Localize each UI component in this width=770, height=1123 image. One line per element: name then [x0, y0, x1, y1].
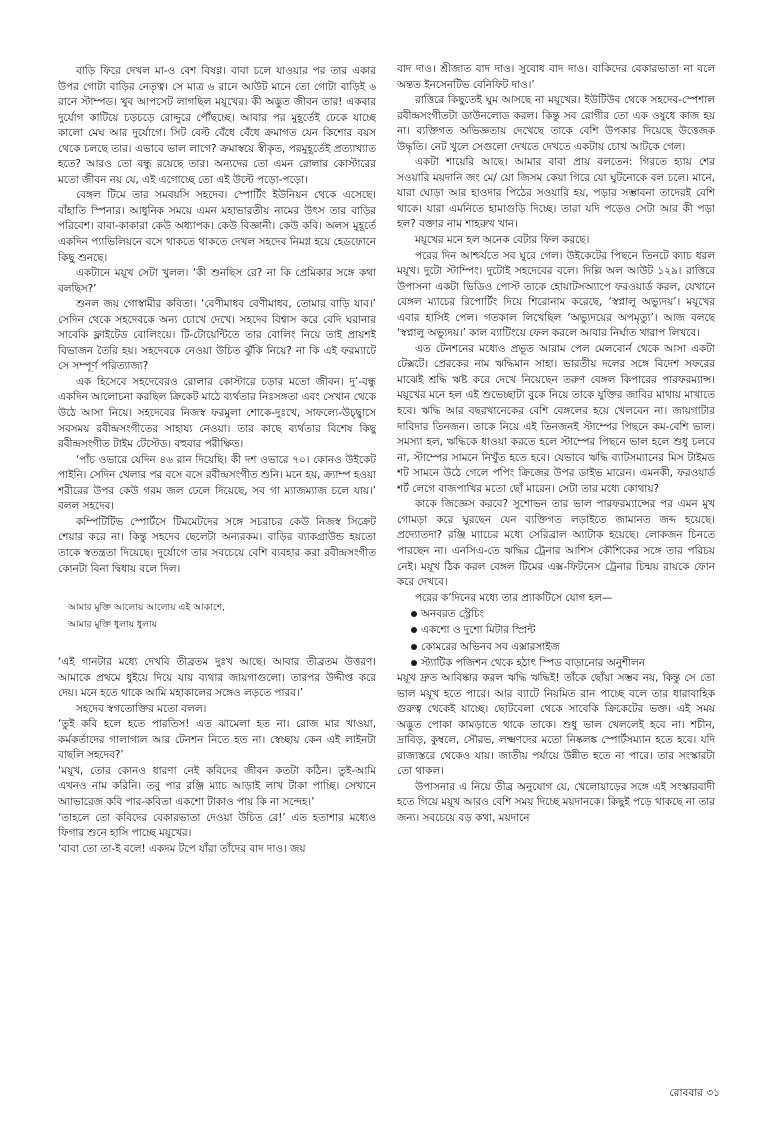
left-paragraphs-top — [58, 64, 376, 577]
bullet-item: কোমরের অভিনব সব এক্সারসাইজ — [411, 639, 715, 655]
poem-excerpt — [68, 599, 376, 633]
body-paragraph: এত টেনশনের মধ্যেও প্রভূত আরাম পেল মেলবোর্ন থেকে আসা একটা টেক্সটে। প্রেরকের নাম ঋদ্ধিমান সাহা। ভারতীয় দলের সঙ্গে বিদেশ সফরের মাঝেই শ্রদ্ধি ঋষ্ট করে দেখে নিয়েছেন তরুণ বেঙ্গল কিপারের পারফরম্যান্স। ময়ূখের মনে হল এই শুভেচ্ছাটা বুকে নিয়ে তাকে যুক্তির জাবির মাথায় মাখাতে হবে। ঋদ্ধি আর বছরখানেকের বেশি বেঙ্গলের হয়ে খেলবেন না। জায়গাটার দাবিদার তিনজন। তাকে নিয়ে এই তিনজনই স্টাম্পের পিছনে কম-বেশি ভাল। সমস্যা হল, ঋদ্ধিকে ধাওয়া করতে হলে স্টাম্পের পিছনে ভাল হলে শুধু চলবে না, স্টাম্পের সামনে নিখুঁত হতে হবে। যেভাবে ঋদ্ধি ব্যাটসম্যানের মিস টাইমড শট সামনে উঠে গেলে পপিং ক্রিজের উপর ডাইভ মারেন। এমনকী, ফরওয়ার্ড শর্ট লেগে বাজপাখির মতো ছোঁ মারেন। সেটা তার মধ্যে কোথায়? — [397, 342, 715, 495]
bullet-item: স্ট্যাটিক পজিশন থেকে হঠাৎ স্পিড বাড়ানোর অনুশীলন — [411, 655, 715, 671]
body-paragraph: ‘এই গানটার মধ্যে দেখবি তীব্রতম দুঃখ আছে। আবার তীব্রতম উত্তরণ। আমাকে প্রথমে ধুইয়ে দিয়ে যায় ব্যথার জায়গাগুলো। তারপর উদ্দীপ্ত করে দেয়। মনে হতে থাকে আমি মহাকালের সঙ্গেও লড়তে পারব।’ — [58, 656, 376, 700]
body-paragraph: শুনল জয় গোস্বামীর কবিতা। ‘বেণীমাধব বেণীমাধব, তোমার বাড়ি যাব।’ সেদিন থেকে সহদেবকে অন্য চোখে দেখে। সহদেব বিশ্বাস করে বেদি ঘরানার সাবেকি ফ্লাইটেড বোলিংয়ে। টি-টোয়েন্টিতে তার বোলিং নিয়ে তাই প্রায়শই বিভাজন তৈরি হয়। সহদেবকে নেওয়া উচিত ঝুঁকি নিয়ে? না কি এই ফরম্যাটে সে সম্পূর্ণ পরিত্যাজ্য? — [58, 298, 376, 373]
left-column — [58, 64, 376, 1074]
body-paragraph: ময়ূখের মনে হল অনেক বেটার ফিল করছে। — [415, 234, 590, 247]
body-paragraph: পরের ক’দিনের মধ্যে তার প্র্যাকটিসে যোগ হল— — [415, 591, 613, 604]
body-paragraph: ‘বাবা তো তা-ই বলে! একদম টপে যাঁরা তাঁদের বাদ দাও। জয় — [58, 842, 306, 855]
body-paragraph: একটানে ময়ূখ সেটা খুলল। ‘কী শুনছিস রে? না কি প্রেমিকার সঙ্গে কথা বলছিস?’ — [58, 267, 376, 295]
poem-line: আমার মুক্তি ধুলায় ধুলায় — [68, 619, 158, 631]
bullet-item: অনবরত স্ট্রেচিং — [411, 606, 715, 622]
body-paragraph: ময়ূখ দ্রুত আবিষ্কার করল ঋদ্ধি ঋদ্ধিই! তাঁকে ছোঁয়া সম্ভব নয়, কিন্তু সে তো ভাল ময়ূখ হতে পারে। আর ব্যাটে নিয়মিত রান পাচ্ছে বলে তার ধারাবাহিক গুরুত্ব থেকেই যাচ্ছে। ছোটবেলা থেকে সাবেকি ক্রিকেটের ভক্ত। এই সময় অদ্ভুত পোকা কামড়াতে থাকে তাকে। শুধু ভাল খেললেই হবে না। শচীন, দ্রাবিড়, কুম্বলে, সৌরভ, লক্ষ্মণদের মতো নিষ্কলঙ্ক স্পোর্টসম্যান হতে হবে। যদি রাজ্যস্তরে থেকেও যায়। জাতীয় পর্যায়ে উন্নীত হতে না পারে। তার সংস্কারটা তো থাকল। — [397, 671, 715, 778]
body-paragraph: কাকে জিজ্ঞেস করবে? সুশোভন তার ভাল পারফরম্যান্সের পর এমন মুখ গোমড়া করে ঘুরছেন যেন ব্যক্তিগত লড়াইতে জামানত জব্দ হয়েছে। প্রদ্যোতদা? রঞ্জি ম্যাচের মধ্যে সেরিব্রাল অ্যাটাক হয়েছে। লোকজন চিনতে পারছেন না। এনসিএ-তে ঋদ্ধির ট্রেনার আশিস কৌশিকের সঙ্গে তার পরিচয় নেই। ময়ূখ ঠিক করল বেঙ্গল টিমের এক্স-ফিটনেস ট্রেনার চিন্ময় রায়কে ফোন করে দেখবে। — [397, 498, 715, 589]
body-paragraph: ‘পাঁচ ওভারে যেদিন ৪৬ রান দিয়েছি। কী দশ ওভারে ৭০। কোনও উইকেট পাইনি। সেদিন খেলার পর বসে বসে রবীন্দ্রসংগীত শুনি। মনে হয়, ক্র্যাম্প হওয়া শরীরের উপর কেউ গরম জল ঢেলে দিয়েছে, সব গা ম্যাজম্যাজ চলে যায়।’ বলল সহদেব। — [58, 453, 376, 513]
body-paragraph: বাড়ি ফিরে দেখল মা-ও বেশ বিষণ্ণ। বাবা চলে যাওয়ার পর তার একার উপর গোটা বাড়ির নেতৃত্ব। সে মাত্র ৬ রানে আউট মানে তো গোটা বাড়িই ৬ রানে স্টাম্পড। খুব আপসেট লাগছিল ময়ূখের। কী অদ্ভুত জীবন তার! একবার দুর্যোগ কাটিয়ে চড়চড়ে রোদ্দুরে পৌঁছচ্ছে। আবার পর মুহূর্তেই ঢেকে যাচ্ছে কালো মেঘ আর দুর্যোগে। সিট বেল্ট বেঁধে বেঁধে ক্রমাগত যেন কিশোর বয়স থেকে চলছে তার। এভাবে ভাল লাগে? ক্রমাস্বয়ে স্বীকৃত, পরমুহূর্তেই প্রত্যাখ্যাত হতে? আরও তো বন্ধু রয়েছে তার। অন্যদের তো এমন রোলার কোস্টারের মতো জীবন নয় যে, এই এগোচ্ছে তো এই উল্টে পড়ো-পড়ো। — [58, 65, 376, 186]
body-paragraph: বাদ দাও। শ্রীজাত বাদ দাও। সুবোধ বাদ দাও। বাকিদের বেকারভাতা না বলে অন্তত ইনসেনটিভ বেনিফিট দাও।’ — [397, 63, 715, 91]
right-paragraphs-top — [397, 62, 715, 606]
left-paragraphs-bottom — [58, 655, 376, 857]
body-paragraph: ‘তাহলে তো কবিদের বেকারভাতা দেওয়া উচিত রে!’ এত হতাশার মধ্যেও ফিগার শুনে হাসি পাচ্ছে ময়ূখের। — [58, 811, 376, 840]
body-paragraph: সহদেব স্বগতোক্তির মতো বলল। — [76, 702, 207, 715]
body-paragraph: ‘ময়ূখ, তোর কোনও ধারণা নেই কবিদের জীবন কতটা কঠিন। তুই-আমি এখনও নাম করিনি। তবু পার রঞ্জি ম্যাচ আড়াই লাখ টাকা পাচ্ছি। সেখানে অ্যাভারেজ কবি পার-কবিতা একশো টাকাও পায় কি না সন্দেহ।’ — [58, 764, 376, 808]
body-paragraph: একটা শায়েরি আছে। আমার বাবা প্রায় বলতেন: গিরতে হ্যায় শের সওয়ারি ময়দানি জং মে/ য়ো জিসম কেয়া গিরে যো ঘুটনোকে বল চলে। মানে, যারা ঘোড়া আর হাওদার পিঠের সওয়ারি হয়, পড়ার সম্ভাবনা তাদেরই বেশি থাকে। যারা এমনিতে হামাগুড়ি দিচ্ছে। তারা যদি পড়েও সেটা আর কী পড়া হল? বক্তার নাম শাহরুখ খান। — [397, 156, 715, 231]
body-paragraph: উপাসনার এ নিয়ে তীব্র অনুযোগ যে, খেলোয়াড়ের সঙ্গে এই সংস্কারবাদী হতে গিয়ে ময়ূখ আরও বেশি সময় দিচ্ছে ময়দানকে। কিছুই পড়ে থাকছে না তার জন্য। সবচেয়ে বড় কথা, ময়দানে — [397, 780, 715, 824]
bullet-item: একশো ও দুশো মিটার স্প্রিন্ট — [411, 622, 715, 638]
body-paragraph: কম্পিটিটিভ স্পোর্টসে টিমমেটদের সঙ্গে সচরাচর কেউ নিজস্ব সিক্রেট শেয়ার করে না। কিন্তু সহদেব ছেলেটা অন্যরকম। বাড়ির ব্যাকগ্রাউন্ড হয়তো তাকে স্বতন্ত্রতা দিয়েছে। দুর্যোগে তার সবচেয়ে বেশি ব্যবহার করা রবীন্দ্রসংগীত কোনটা বিনা দ্বিধায় বলে দিল। — [58, 515, 376, 575]
right-column — [397, 62, 715, 1062]
body-paragraph: রাত্তিরে কিছুতেই ঘুম আসছে না ময়ূখের। ইউটিউব থেকে সহদেব-স্পেশাল রবীন্দ্রসংগীতটা ডাউনলোড করল। কিন্তু সব রোগীর তো এক ওষুধে কাজ হয় না। ব্যক্তিগত অভিজ্ঞতায় দেখেছে তাকে বেশি উপকার দিয়েছে উত্তেজক উদ্ধৃতি। নেট খুলে সেগুলো দেখতে দেখতে একটায় চোখ আটকে গেল। — [397, 94, 715, 153]
body-paragraph: পরের দিন আশ্চর্যতে সব ঘুরে গেল। উইকেটের পিছনে তিনটে ক্যাচ ধরল ময়ূখ। দুটো স্টাম্পিং। দুটোই সহদেবের বলে। দিল্লি অল আউট ১২৯। রাত্তিরে উপাসনা একটা ভিডিও পোস্ট তাকে হোয়াটসঅ্যাপে ফরওয়ার্ড করল, যেখানে বেঙ্গল ম্যাচের রিপোর্টিং দিয়ে শিরোনাম করেছে, ‘স্বপ্নালু অভ্যুদয়’। ময়ূখের এবার হাসিই পেল। গতকাল লিখেছিল ‘অভ্যুদয়ের অপমৃত্যু’। আজ বলছে ‘স্বপ্নালু অভ্যুদয়।’ কাল ব্যাটিংয়ে ফেল করলে আবার নির্ঘাত খারাপ লিখবে। — [397, 249, 715, 340]
body-paragraph: বেঙ্গল টিমে তার সমবয়সি সহদেব। স্পোর্টিং ইউনিয়ন থেকে এসেছে। বাঁহাতি স্পিনার। আধুনিক সময়ে এমন মহাভারতীয় নামের উৎস তার বাড়ির পরিবেশ। বাবা-কাকারা কেউ অধ্যাপক। কেউ বিজ্ঞানী। কেউ কবি। অলস মুহূর্তে একদিন প্যাভিলিয়নে বসে থাকতে থাকতে দেখল সহদেব নিমগ্ন হয়ে হেডফোনে কিছু শুনছে। — [58, 189, 376, 264]
body-paragraph: এক হিসেবে সহদেবেরও রোলার কোস্টারে চড়ার মতো জীবন। দু’-বন্ধু একদিন আলোচনা করছিল ক্রিকেট মাঠে ব্যর্থতার নিঃসঙ্গতা এবং সেখান থেকে উঠে আসা নিয়ে। সহদেবের নিজস্ব ফরমুলা শোকে-দুঃখে, সাফল্যে-উচ্ছ্বাসে সবসময় রবীন্দ্রসংগীতের সাহায্য নেওয়া। তার কাছে ব্যর্থতার বিশেষ কিছু রবীন্দ্রসংগীত টাইম টেস্টেড। বহুবার পরীক্ষিত। — [58, 375, 376, 451]
poem-line: আমার মুক্তি আলোয় আলোয় এই আকাশে, — [68, 602, 226, 614]
page-folio: রোববার ৩১ — [669, 1087, 720, 1099]
practice-bullet-list — [397, 606, 715, 671]
right-paragraphs-bottom — [397, 671, 715, 826]
body-paragraph: ‘তুই কবি হলে হতে পারতিস! এত ঝামেলা হত না। রোজ মার খাওয়া, কর্মকর্তাদের গালাগাল আর টেনশন নিতে হত না। স্বেচ্ছায় কেন এই লাইনটা বাছলি সহদেব?’ — [58, 718, 376, 762]
